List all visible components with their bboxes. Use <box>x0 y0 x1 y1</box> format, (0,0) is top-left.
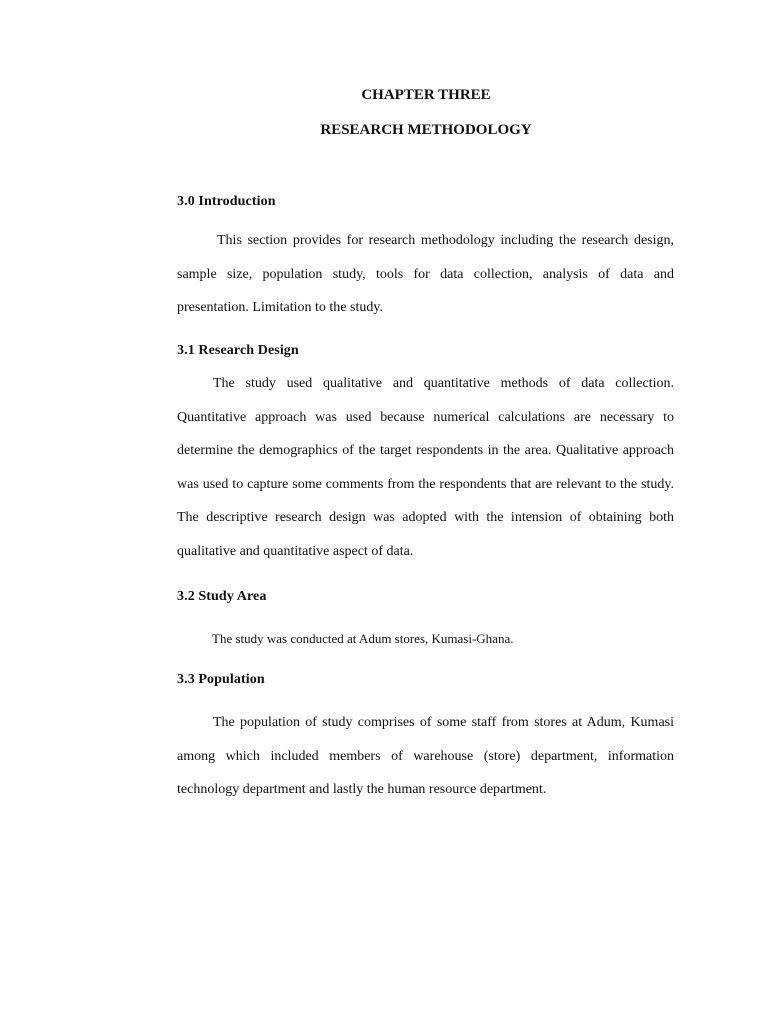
section-heading-introduction: 3.0 Introduction <box>177 194 276 209</box>
section-heading-population: 3.3 Population <box>177 672 265 687</box>
section-body-study-area: The study was conducted at Adum stores, Kumasi-Ghana. <box>212 631 514 646</box>
section-body-introduction: This section provides for research methodology including the research design, sample size, population study, tools for data collection, analysis of data and presentation. Limitation to the study. <box>177 233 674 315</box>
chapter-title: CHAPTER THREE <box>361 87 491 103</box>
section-heading-study-area: 3.2 Study Area <box>177 589 267 604</box>
chapter-subtitle: RESEARCH METHODOLOGY <box>320 122 532 138</box>
section-body-research-design: The study used qualitative and quantitative methods of data collection. Quantitative approach was used because numerical calculations are necessary to determine the demographics of the target respondents in the area. Qualitative approach was used to capture some comments from the respondents that are relevant to the study. The descriptive research design was adopted with the intension of obtaining both qualitative and quantitative aspect of data. <box>177 376 674 559</box>
section-body-population: The population of study comprises of some staff from stores at Adum, Kumasi among which included members of warehouse (store) department, information technology department and lastly the human resource department. <box>177 715 674 797</box>
section-heading-research-design: 3.1 Research Design <box>177 343 299 358</box>
